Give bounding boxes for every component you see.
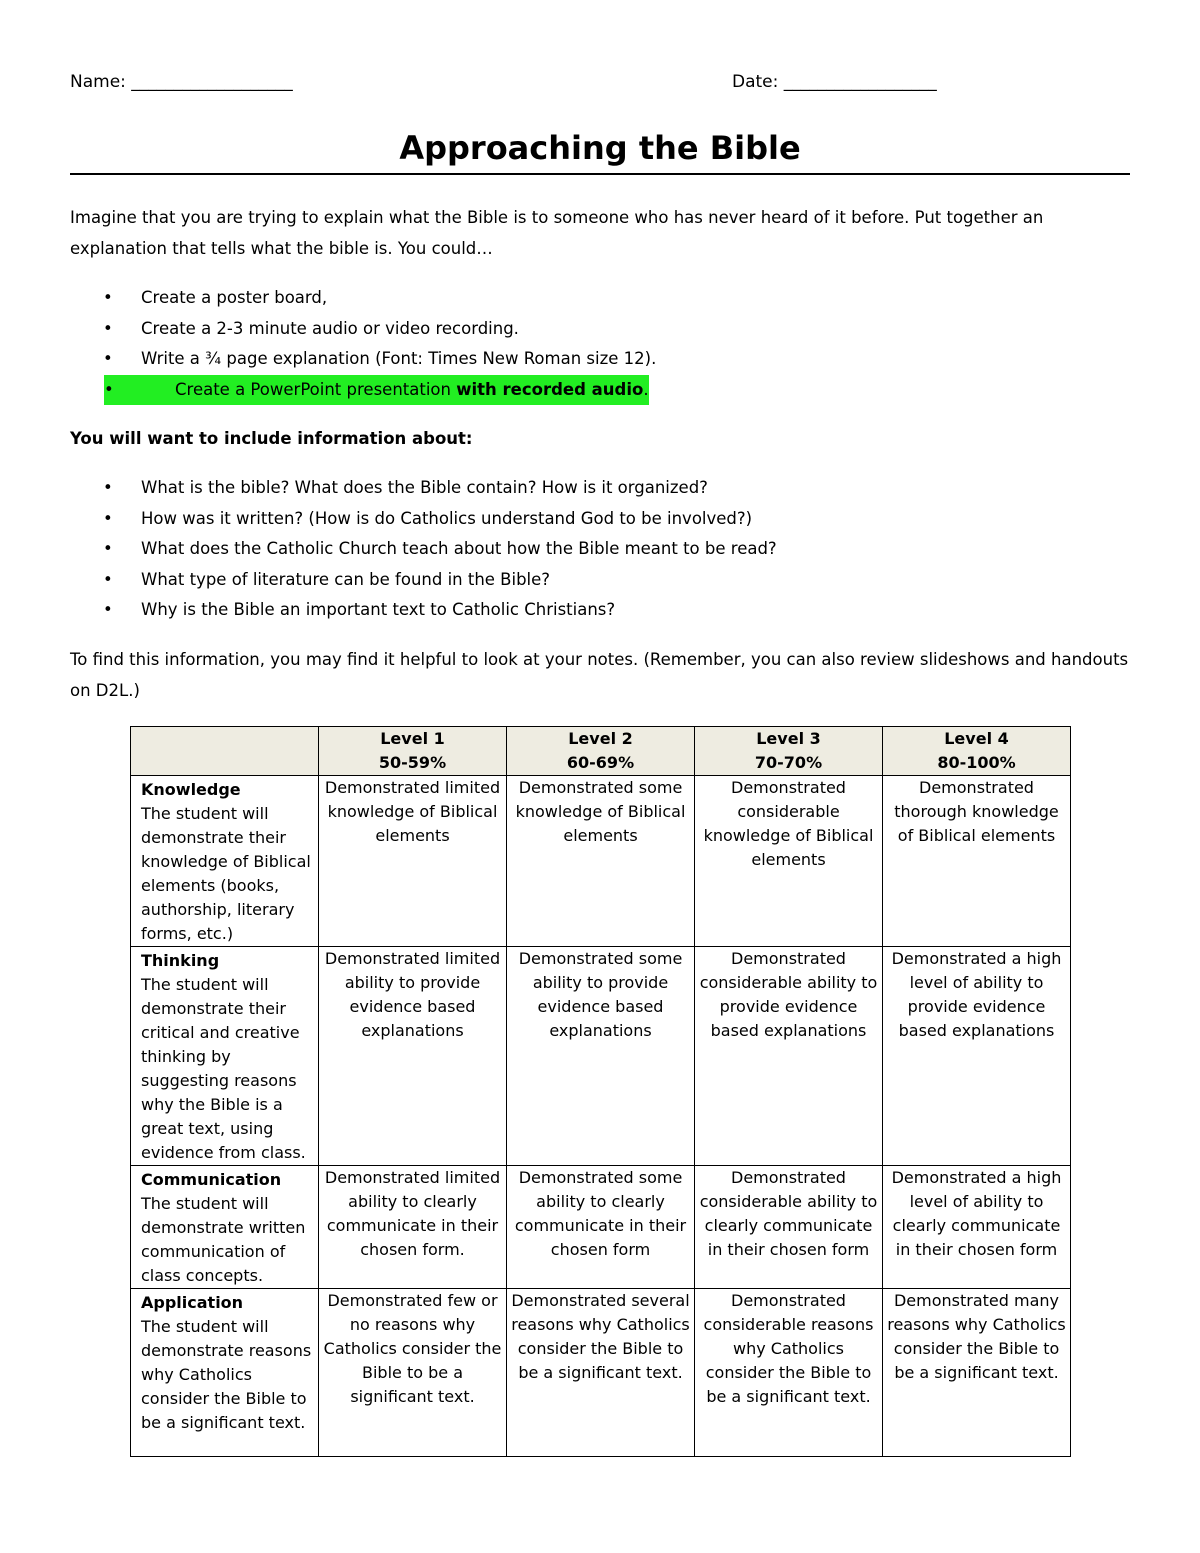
level-range: 50-59%: [378, 753, 447, 772]
option-suffix: .: [643, 379, 649, 399]
option-text: Write a ¾ page explanation (Font: Times New Roman size 12).: [141, 349, 657, 368]
level-header: [507, 727, 695, 776]
criterion-description: The student will demonstrate their knowledge of Biblical elements (books, authorship, literary forms, etc.): [141, 804, 311, 943]
option-text: Create a 2-3 minute audio or video recording.: [141, 318, 519, 338]
questions-list: [70, 473, 777, 626]
level-name: Level 3: [756, 729, 821, 748]
rubric-cell: Demonstrated thorough knowledge of Biblical elements: [883, 776, 1071, 947]
list-item: [70, 504, 777, 535]
date-field-label: Date: __________________: [732, 72, 937, 92]
criterion-cell: [131, 947, 319, 1166]
rubric-cell: Demonstrated limited ability to provide evidence based explanations: [319, 947, 507, 1166]
criterion-description: The student will demonstrate their critical and creative thinking by suggesting reasons why the Bible is a great text, using evidence from class.: [141, 975, 306, 1162]
list-item: [70, 473, 777, 504]
criterion-description: The student will demonstrate reasons why Catholics consider the Bible to be a significant text.: [141, 1317, 312, 1432]
criterion-description: The student will demonstrate written communication of class concepts.: [141, 1194, 306, 1285]
list-item: [70, 565, 777, 596]
bullet-icon: •: [103, 288, 113, 307]
bullet-icon: •: [103, 478, 113, 497]
highlight-mark: [104, 375, 649, 406]
options-list: [70, 283, 656, 405]
table-row: [131, 1289, 1071, 1457]
name-field-label: Name: ___________________: [70, 72, 293, 92]
level-header: [319, 727, 507, 776]
rubric-header-row: [131, 727, 1071, 776]
level-range: 70-70%: [754, 753, 823, 772]
criterion-title: Communication: [141, 1170, 282, 1189]
bullet-icon: •: [103, 600, 113, 619]
level-name: Level 1: [380, 729, 445, 748]
level-header: [883, 727, 1071, 776]
criterion-title: Application: [141, 1293, 244, 1312]
rubric-cell: Demonstrated a high level of ability to clearly communicate in their chosen form: [883, 1166, 1071, 1289]
rubric-cell: Demonstrated few or no reasons why Catholics consider the Bible to be a significant text.: [319, 1289, 507, 1457]
rubric-cell: Demonstrated considerable ability to clearly communicate in their chosen form: [695, 1166, 883, 1289]
question-text: What is the bible? What does the Bible contain? How is it organized?: [141, 478, 708, 497]
level-header: [695, 727, 883, 776]
bullet-icon: •: [103, 349, 113, 368]
criterion-cell: [131, 776, 319, 947]
rubric-cell: Demonstrated considerable reasons why Catholics consider the Bible to be a significant text.: [695, 1289, 883, 1457]
list-item: [70, 344, 656, 375]
question-text: How was it written? (How is do Catholics understand God to be involved?): [141, 508, 753, 528]
rubric-corner-cell: [131, 727, 319, 776]
resources-paragraph: To find this information, you may find it helpful to look at your notes. (Remember, you can also review slideshows and handouts on D2L.): [70, 650, 1129, 700]
list-item: [70, 534, 777, 565]
title-underline: [70, 173, 1130, 175]
question-text: What does the Catholic Church teach about how the Bible meant to be read?: [141, 539, 777, 558]
bullet-icon: •: [103, 318, 113, 338]
question-text: Why is the Bible an important text to Catholic Christians?: [141, 600, 616, 619]
question-text: What type of literature can be found in the Bible?: [141, 569, 551, 589]
rubric-cell: Demonstrated considerable knowledge of Biblical elements: [695, 776, 883, 947]
list-item: [70, 314, 656, 345]
list-item: [70, 283, 656, 314]
option-emphasis: with recorded audio: [456, 379, 644, 399]
include-heading: You will want to include information about:: [70, 429, 473, 448]
bullet-icon: •: [103, 569, 113, 589]
option-text: Create a poster board,: [141, 288, 328, 307]
option-text: Create a PowerPoint presentation: [175, 379, 451, 399]
rubric-cell: Demonstrated some ability to clearly communicate in their chosen form: [507, 1166, 695, 1289]
table-row: [131, 776, 1071, 947]
rubric-cell: Demonstrated many reasons why Catholics consider the Bible to be a significant text.: [883, 1289, 1071, 1457]
rubric-cell: Demonstrated considerable ability to provide evidence based explanations: [695, 947, 883, 1166]
level-name: Level 4: [944, 729, 1009, 748]
level-range: 60-69%: [566, 753, 635, 772]
table-row: [131, 1166, 1071, 1289]
rubric-cell: Demonstrated limited ability to clearly communicate in their chosen form.: [319, 1166, 507, 1289]
rubric-table: [130, 726, 1071, 1457]
level-name: Level 2: [568, 729, 633, 748]
level-range: 80-100%: [937, 753, 1016, 772]
bullet-icon: •: [104, 379, 114, 399]
highlighted-list-item: [70, 375, 656, 406]
rubric-cell: Demonstrated some knowledge of Biblical elements: [507, 776, 695, 947]
rubric-cell: Demonstrated several reasons why Catholics consider the Bible to be a significant text.: [507, 1289, 695, 1457]
list-item: [70, 595, 777, 626]
rubric-cell: Demonstrated some ability to provide evidence based explanations: [507, 947, 695, 1166]
criterion-title: Thinking: [141, 951, 220, 970]
rubric-cell: Demonstrated a high level of ability to provide evidence based explanations: [883, 947, 1071, 1166]
criterion-cell: [131, 1166, 319, 1289]
bullet-icon: •: [103, 508, 113, 528]
rubric-cell: Demonstrated limited knowledge of Biblical elements: [319, 776, 507, 947]
criterion-cell: [131, 1289, 319, 1457]
criterion-title: Knowledge: [141, 780, 241, 799]
bullet-icon: •: [103, 539, 113, 558]
intro-paragraph: Imagine that you are trying to explain what the Bible is to someone who has never heard of it before. Put together an explanation that tells what the bible is. You could…: [70, 208, 1044, 258]
page-title: Approaching the Bible: [399, 129, 801, 167]
table-row: [131, 947, 1071, 1166]
